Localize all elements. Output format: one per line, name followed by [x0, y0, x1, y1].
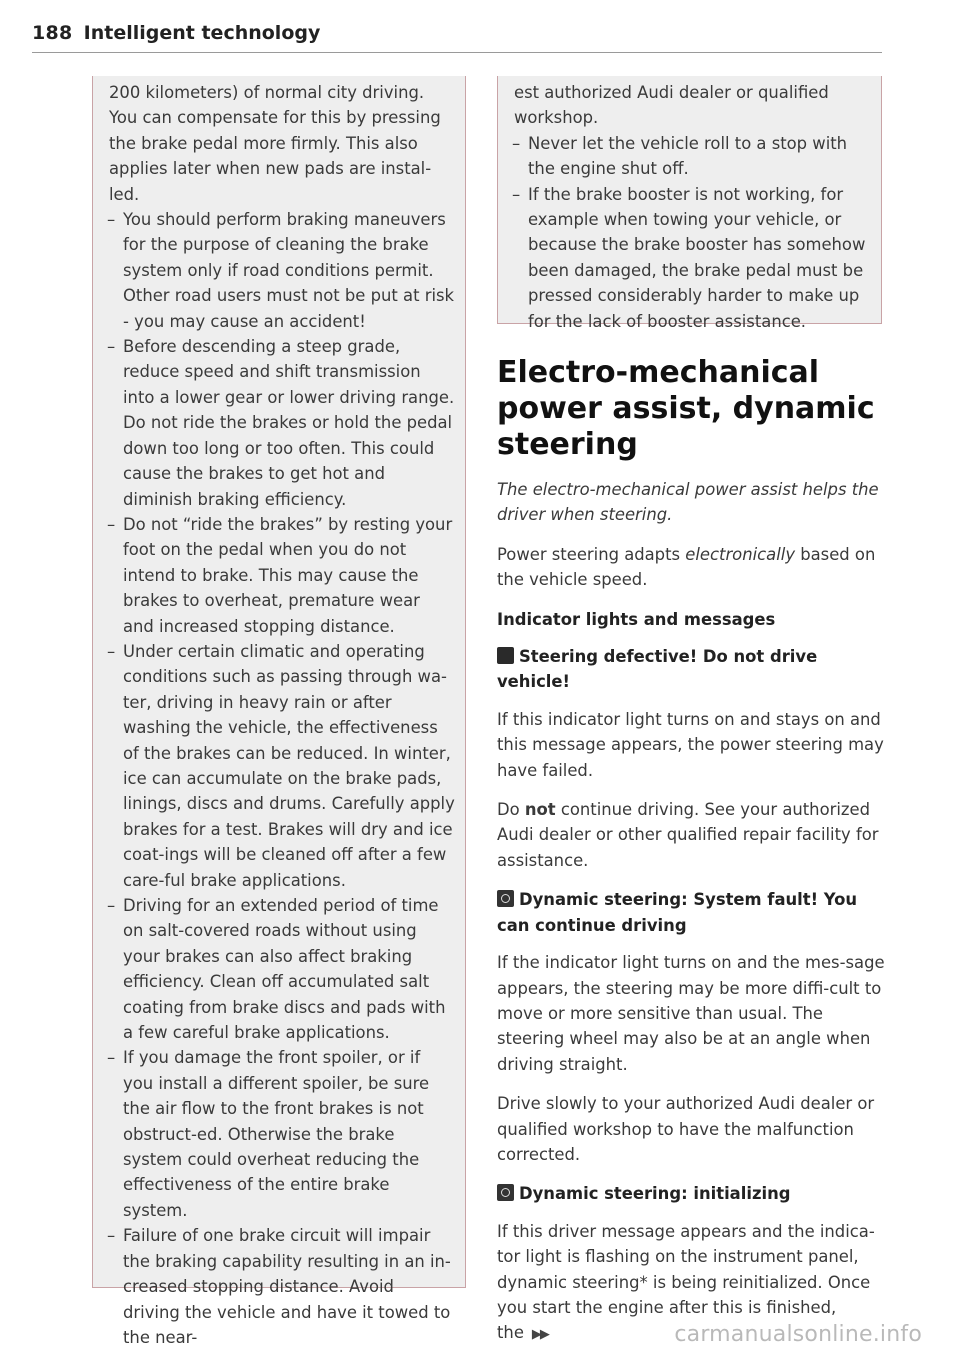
page-number: 188 [32, 22, 73, 44]
warning-item: – If the brake booster is not working, for example when towing your vehicle, or because the brake booster has somehow been damaged, the brake pedal must be pressed considerably harder to make up for the lack of booster assistance. [514, 182, 871, 334]
message-initializing: Dynamic steering: initializing [497, 1181, 887, 1206]
warning-box-right [497, 76, 882, 331]
warning-item: – You should perform braking maneuvers for the purpose of cleaning the brake system only if road conditions permit. Other road users must not be put at risk - you may cause an accident! [109, 207, 455, 334]
paragraph: Drive slowly to your authorized Audi dealer or qualified workshop to have the malfunction corrected. [497, 1094, 875, 1164]
paragraph: If this driver message appears and the indica-tor light is flashing on the instrument panel, dynamic steering* is being reinitialized. Once you start the engine after this is finished, the ▶▶ [497, 1221, 875, 1343]
section-intro: The electro-mechanical power assist helps the driver when steering. [497, 480, 879, 525]
warning-item: – Driving for an extended period of time on salt-covered roads without using your brakes can also affect braking efficiency. Clean off accumulated salt coating from brake discs and pads with a few careful brake applications. [109, 893, 455, 1045]
steering-section [497, 355, 887, 1362]
continue-arrow-icon: ▶▶ [531, 1327, 548, 1343]
warning-list-left [109, 207, 455, 1350]
steering-warning-red-icon [497, 647, 514, 664]
page-header [32, 22, 882, 44]
section-heading: Electro-mechanical power assist, dynamic steering [497, 355, 875, 462]
warning-continuation: 200 kilometers) of normal city driving. You can compensate for this by pressing the brake pedal more firmly. This also applies later when new pads are instal-led. [109, 83, 441, 204]
warning-continuation: est authorized Audi dealer or qualified workshop. [514, 83, 829, 128]
steering-warning-yellow-icon [497, 1184, 514, 1201]
warning-item: – Failure of one brake circuit will impair the braking capability resulting in an in-creased stopping distance. Avoid driving the vehicle and have it towed to the near- [109, 1223, 455, 1350]
warning-list-right [514, 131, 871, 334]
message-steering-defective: Steering defective! Do not drive vehicle! [497, 647, 818, 692]
section-title: Intelligent technology [83, 22, 321, 44]
warning-item: – Never let the vehicle roll to a stop with the engine shut off. [514, 131, 871, 182]
paragraph: If the indicator light turns on and the mes-sage appears, the steering may be more diffi-cult to move or more sensitive than usual. The steering wheel may also be at an angle when driving straight. [497, 953, 885, 1074]
steering-warning-yellow-icon [497, 890, 514, 907]
subheading: Indicator lights and messages [497, 609, 776, 629]
watermark: carmanualsonline.info [674, 1322, 922, 1347]
header-rule [32, 52, 882, 53]
warning-item: – Under certain climatic and operating conditions such as passing through wa-ter, driving in heavy rain or after washing the vehicle, the effectiveness of the brakes can be reduced. In winter, ice can accumulate on the brake pads, linings, discs and drums. Carefully apply brakes for a test. Brakes will dry and ice coat-ings will be cleaned off after a few care-ful brake applications. [109, 639, 455, 893]
warning-item: – If you damage the front spoiler, or if you install a different spoiler, be sure the air flow to the front brakes is not obstruct-ed. Otherwise the brake system could overheat reducing the effectiveness of the entire brake system. [109, 1045, 455, 1223]
paragraph: Power steering adapts electronically based on the vehicle speed. [497, 544, 876, 590]
warning-item: – Before descending a steep grade, reduce speed and shift transmission into a lower gear or lower driving range. Do not ride the brakes or hold the pedal down too long or too often. This could cause the brakes to get hot and diminish braking efficiency. [109, 334, 455, 512]
paragraph: If this indicator light turns on and stays on and this message appears, the power steering may have failed. [497, 709, 884, 780]
warning-box-left [92, 76, 466, 1347]
warning-item: – Do not “ride the brakes” by resting your foot on the pedal when you do not intend to brake. This may cause the brakes to overheat, premature wear and increased stopping distance. [109, 512, 455, 639]
paragraph: Do not continue driving. See your authorized Audi dealer or other qualified repair facility for assistance. [497, 800, 879, 870]
message-system-fault: Dynamic steering: System fault! You can continue driving [497, 890, 858, 935]
